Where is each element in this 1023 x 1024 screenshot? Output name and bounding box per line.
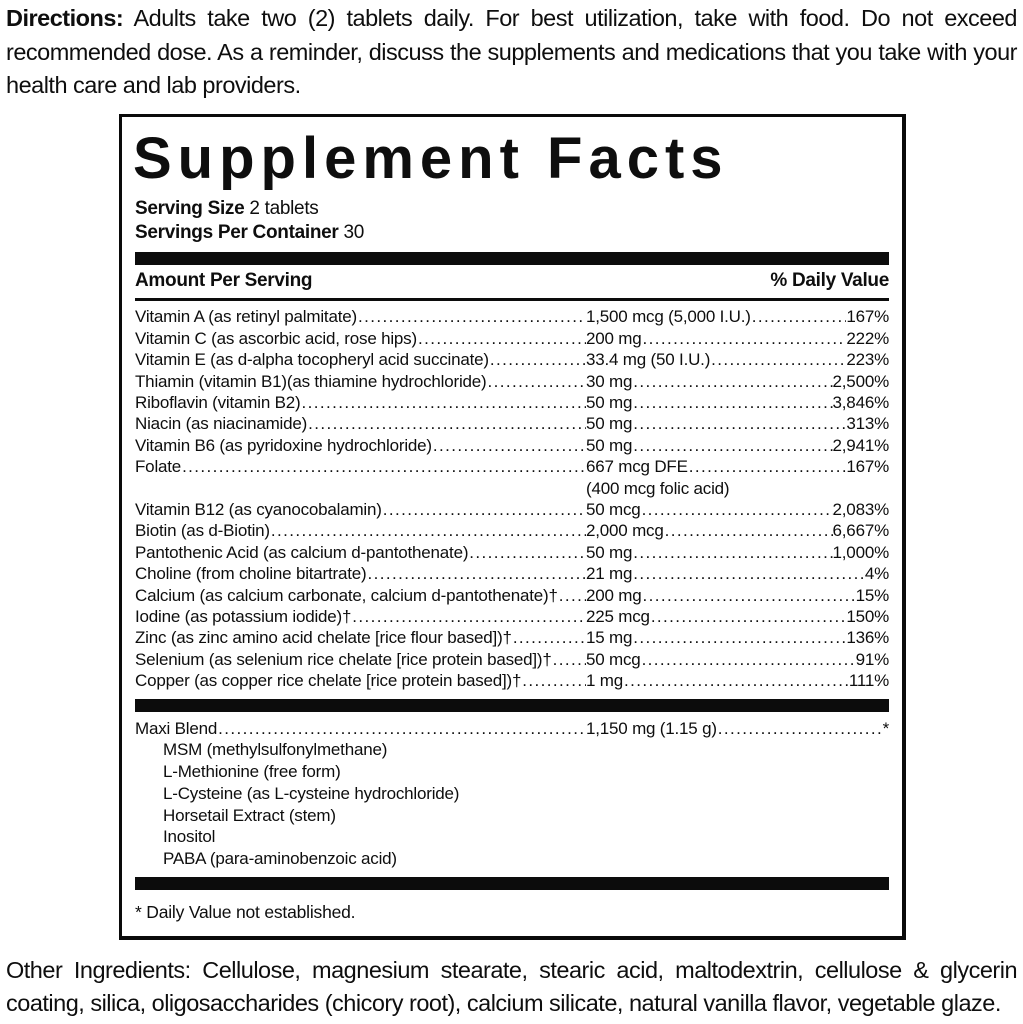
dot-leader bbox=[641, 499, 833, 520]
dot-leader bbox=[632, 392, 832, 413]
nutrient-amount: 200 mg bbox=[586, 328, 642, 348]
nutrient-amount: 50 mg bbox=[586, 414, 633, 434]
dot-leader bbox=[632, 563, 865, 584]
nutrient-name: Thiamin (vitamin B1)(as thiamine hydrochloride) bbox=[135, 371, 487, 391]
nutrient-name: Vitamin B12 (as cyanocobalamin) bbox=[135, 500, 382, 520]
dot-leader bbox=[181, 456, 586, 477]
nutrient-amount: 33.4 mg (50 I.U.) bbox=[586, 350, 711, 370]
dot-leader bbox=[367, 563, 587, 584]
nutrient-amount: 200 mg bbox=[586, 585, 642, 605]
nutrient-amount: 50 mg bbox=[586, 435, 633, 455]
directions-text: Adults take two (2) tablets daily. For best utilization, take with food. Do not exceed recommended dose. As a reminder, discuss the supplements and medications that you take with your health care and lab providers. bbox=[6, 5, 1018, 98]
nutrient-left-column bbox=[135, 585, 586, 606]
nutrient-row bbox=[135, 585, 889, 606]
nutrient-right-column bbox=[586, 456, 889, 477]
nutrient-row bbox=[135, 371, 889, 392]
nutrient-amount: 15 mg bbox=[586, 628, 633, 648]
nutrient-name: Iodine (as potassium iodide)† bbox=[135, 607, 352, 627]
nutrient-amount: 225 mcg bbox=[586, 607, 650, 627]
separator-bar-thick bbox=[135, 877, 889, 890]
directions-paragraph bbox=[0, 0, 1023, 103]
nutrient-row bbox=[135, 413, 889, 434]
other-ingredients-paragraph bbox=[0, 940, 1023, 1021]
dot-leader bbox=[632, 542, 832, 563]
proprietary-blend-section bbox=[135, 713, 889, 872]
nutrient-right-column bbox=[586, 413, 889, 434]
dot-leader bbox=[632, 627, 846, 648]
nutrient-name: Zinc (as zinc amino acid chelate [rice flour based])† bbox=[135, 628, 512, 648]
dot-leader bbox=[632, 435, 832, 456]
dot-leader bbox=[710, 349, 846, 370]
other-ingredients-text: Cellulose, magnesium stearate, stearic acid, maltodextrin, cellulose & glycerin coating, silica, oligosaccharides (chicory root), calcium silicate, natural vanilla flavor, vegetable glaze. bbox=[6, 956, 1018, 1017]
nutrient-percent-daily-value: 167% bbox=[846, 307, 889, 327]
serving-size-value: 2 tablets bbox=[249, 198, 319, 220]
dot-leader bbox=[552, 649, 586, 670]
blend-component: PABA (para-aminobenzoic acid) bbox=[163, 849, 397, 869]
nutrient-right-column bbox=[586, 328, 889, 349]
nutrient-amount: 1,150 mg (1.15 g) bbox=[586, 718, 717, 738]
nutrient-row bbox=[135, 563, 889, 584]
dot-leader bbox=[432, 435, 586, 456]
nutrient-row bbox=[135, 542, 889, 563]
nutrient-left-column bbox=[135, 435, 586, 456]
nutrient-row bbox=[135, 499, 889, 520]
nutrient-left-column bbox=[135, 392, 586, 413]
servings-per-container-label: Servings Per Container bbox=[135, 221, 339, 243]
nutrient-left-column bbox=[135, 306, 586, 327]
nutrient-percent-daily-value: 2,083% bbox=[832, 500, 889, 520]
nutrient-left-column bbox=[135, 649, 586, 670]
nutrient-row bbox=[135, 627, 889, 648]
nutrient-name: Niacin (as niacinamide) bbox=[135, 414, 308, 434]
nutrient-row bbox=[135, 392, 889, 413]
dot-leader bbox=[487, 371, 586, 392]
nutrient-amount: 50 mcg bbox=[586, 649, 641, 669]
nutrient-amount: 1 mg bbox=[586, 671, 623, 691]
dot-leader bbox=[642, 585, 856, 606]
nutrient-name: Selenium (as selenium rice chelate [rice protein based])† bbox=[135, 649, 552, 669]
nutrient-percent-daily-value: 223% bbox=[846, 350, 889, 370]
blend-component: Horsetail Extract (stem) bbox=[163, 805, 336, 825]
nutrient-row bbox=[135, 670, 889, 691]
blend-component: L-Methionine (free form) bbox=[163, 761, 341, 781]
nutrient-right-column bbox=[586, 627, 889, 648]
nutrient-left-column bbox=[135, 349, 586, 370]
nutrient-amount: 50 mg bbox=[586, 542, 633, 562]
nutrient-left-column bbox=[135, 328, 586, 349]
supplement-facts-panel bbox=[119, 114, 906, 940]
nutrient-left-column bbox=[135, 499, 586, 520]
nutrient-percent-daily-value: 91% bbox=[855, 649, 889, 669]
nutrient-amount: 21 mg bbox=[586, 564, 633, 584]
dot-leader bbox=[632, 413, 846, 434]
dot-leader bbox=[623, 670, 849, 691]
nutrient-left-column bbox=[135, 627, 586, 648]
dot-leader bbox=[632, 371, 832, 392]
nutrient-left-column bbox=[135, 563, 586, 584]
nutrient-name: Vitamin B6 (as pyridoxine hydrochloride) bbox=[135, 435, 432, 455]
dot-leader bbox=[357, 306, 586, 327]
nutrient-right-column bbox=[586, 542, 889, 563]
nutrient-amount: 2,000 mcg bbox=[586, 521, 664, 541]
nutrient-row bbox=[135, 349, 889, 370]
nutrient-name: Vitamin C (as ascorbic acid, rose hips) bbox=[135, 328, 417, 348]
nutrient-amount: 1,500 mcg (5,000 I.U.) bbox=[586, 307, 751, 327]
nutrient-row bbox=[135, 328, 889, 349]
nutrient-row bbox=[135, 718, 889, 739]
table-header-row bbox=[135, 265, 889, 298]
dot-leader bbox=[521, 670, 586, 691]
nutrient-percent-daily-value: 2,500% bbox=[832, 371, 889, 391]
nutrient-left-column bbox=[135, 371, 586, 392]
nutrient-rows-section bbox=[135, 301, 889, 693]
nutrient-row bbox=[135, 649, 889, 670]
nutrient-percent-daily-value: 4% bbox=[864, 564, 889, 584]
dot-leader bbox=[217, 718, 586, 739]
nutrient-left-column bbox=[135, 542, 586, 563]
nutrient-left-column bbox=[135, 413, 586, 434]
nutrient-name: Vitamin E (as d-alpha tocopheryl acid succinate) bbox=[135, 350, 489, 370]
nutrient-percent-daily-value: * bbox=[882, 718, 889, 738]
nutrient-right-column bbox=[586, 499, 889, 520]
nutrient-right-column bbox=[586, 435, 889, 456]
dot-leader bbox=[270, 520, 586, 541]
serving-size-label: Serving Size bbox=[135, 198, 245, 220]
nutrient-name: Copper (as copper rice chelate [rice protein based])† bbox=[135, 671, 522, 691]
dot-leader bbox=[300, 392, 586, 413]
nutrient-name: Choline (from choline bitartrate) bbox=[135, 564, 367, 584]
nutrient-right-column bbox=[586, 306, 889, 327]
nutrient-right-column bbox=[586, 670, 889, 691]
nutrient-percent-daily-value: 222% bbox=[846, 328, 889, 348]
nutrient-percent-daily-value: 111% bbox=[848, 671, 889, 691]
blend-component: MSM (methylsulfonylmethane) bbox=[163, 740, 388, 760]
nutrient-right-column bbox=[586, 718, 889, 739]
nutrient-right-column bbox=[586, 585, 889, 606]
nutrient-right-column bbox=[586, 371, 889, 392]
dot-leader bbox=[751, 306, 847, 327]
dot-leader bbox=[382, 499, 586, 520]
nutrient-left-column bbox=[135, 670, 586, 691]
dot-leader bbox=[558, 585, 586, 606]
nutrient-percent-daily-value: 2,941% bbox=[832, 435, 889, 455]
nutrient-left-column bbox=[135, 606, 586, 627]
nutrient-right-column bbox=[586, 606, 889, 627]
nutrient-right-column bbox=[586, 563, 889, 584]
percent-daily-value-header: % Daily Value bbox=[770, 270, 889, 292]
dot-leader bbox=[641, 649, 856, 670]
dot-leader bbox=[417, 328, 586, 349]
daily-value-footnote: * Daily Value not established. bbox=[135, 901, 356, 922]
nutrient-amount: 667 mcg DFE bbox=[586, 457, 688, 477]
nutrient-right-column bbox=[586, 649, 889, 670]
dot-leader bbox=[489, 349, 586, 370]
dot-leader bbox=[512, 627, 586, 648]
nutrient-subnote: (400 mcg folic acid) bbox=[586, 478, 730, 498]
nutrient-percent-daily-value: 15% bbox=[855, 585, 889, 605]
servings-per-container-value: 30 bbox=[343, 221, 365, 243]
dot-leader bbox=[650, 606, 847, 627]
nutrient-row bbox=[135, 606, 889, 627]
nutrient-amount: 50 mcg bbox=[586, 500, 641, 520]
nutrient-left-column bbox=[135, 456, 586, 477]
serving-size-line bbox=[135, 197, 889, 221]
nutrient-right-column bbox=[586, 392, 889, 413]
nutrient-left-column bbox=[135, 718, 586, 739]
nutrient-amount: 30 mg bbox=[586, 371, 633, 391]
nutrient-name: Maxi Blend bbox=[135, 718, 218, 738]
servings-per-container-line bbox=[135, 221, 889, 245]
nutrient-right-column bbox=[586, 520, 889, 541]
nutrient-name: Riboflavin (vitamin B2) bbox=[135, 393, 301, 413]
dot-leader bbox=[351, 606, 586, 627]
blend-component: L-Cysteine (as L-cysteine hydrochloride) bbox=[163, 783, 460, 803]
amount-per-serving-header: Amount Per Serving bbox=[135, 270, 313, 292]
dot-leader bbox=[717, 718, 883, 739]
nutrient-percent-daily-value: 6,667% bbox=[832, 521, 889, 541]
dot-leader bbox=[664, 520, 833, 541]
directions-label: Directions: bbox=[6, 5, 124, 31]
nutrient-name: Calcium (as calcium carbonate, calcium d-pantothenate)† bbox=[135, 585, 558, 605]
nutrient-row bbox=[135, 520, 889, 541]
dot-leader bbox=[468, 542, 586, 563]
dot-leader bbox=[688, 456, 847, 477]
nutrient-percent-daily-value: 167% bbox=[846, 457, 889, 477]
nutrient-name: Biotin (as d-Biotin) bbox=[135, 521, 270, 541]
nutrient-percent-daily-value: 313% bbox=[846, 414, 889, 434]
panel-title: Supplement Facts bbox=[133, 125, 729, 191]
nutrient-name: Folate bbox=[135, 457, 182, 477]
nutrient-amount: 50 mg bbox=[586, 393, 633, 413]
nutrient-percent-daily-value: 150% bbox=[846, 607, 889, 627]
nutrient-name: Vitamin A (as retinyl palmitate) bbox=[135, 307, 357, 327]
nutrient-percent-daily-value: 3,846% bbox=[832, 393, 889, 413]
nutrient-left-column bbox=[135, 520, 586, 541]
other-ingredients-label: Other Ingredients: bbox=[6, 956, 191, 983]
separator-bar-thick bbox=[135, 699, 889, 712]
nutrient-row bbox=[135, 456, 889, 477]
nutrient-percent-daily-value: 1,000% bbox=[832, 542, 889, 562]
nutrient-name: Pantothenic Acid (as calcium d-pantothenate) bbox=[135, 542, 469, 562]
separator-bar-thick bbox=[135, 252, 889, 265]
nutrient-right-column bbox=[586, 349, 889, 370]
nutrient-row bbox=[135, 306, 889, 327]
nutrient-percent-daily-value: 136% bbox=[846, 628, 889, 648]
nutrient-row bbox=[135, 435, 889, 456]
dot-leader bbox=[642, 328, 847, 349]
blend-component: Inositol bbox=[163, 827, 216, 847]
dot-leader bbox=[307, 413, 586, 434]
